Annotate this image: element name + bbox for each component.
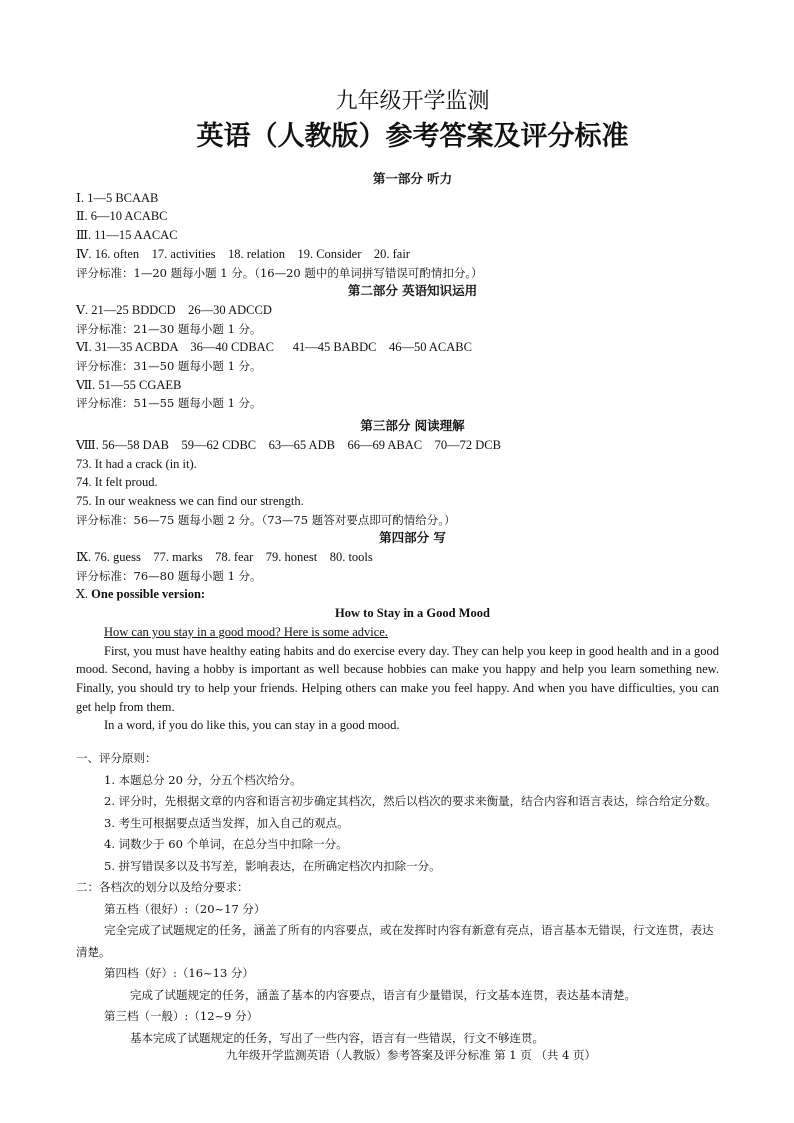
rules-heading-1: 一、评分原则： (76, 751, 157, 766)
document-title: 英语（人教版）参考答案及评分标准 (196, 121, 629, 152)
scoring-standard-part1: 评分标准：1—20 题每小题 1 分。（16—20 题中的单词拼写错误可酌情扣分。） (76, 265, 483, 280)
answer-line-vi: Ⅵ. 31—35 ACBDA 36—40 CDBAC 41—45 BABDC 46—50 ACABC (76, 340, 472, 355)
scoring-rules (76, 748, 719, 1049)
level-3-description: 基本完成了试题规定的任务，写出了一些内容，语言有一些错误，行文不够连贯。 (130, 1030, 544, 1045)
sample-version-label: One possible version: (91, 587, 206, 602)
exam-title: 九年级开学监测 (335, 88, 490, 113)
part4-heading: 第四部分 写 (379, 530, 446, 546)
rule-item: 2. 评分时，先根据文章的内容和语言初步确定其档次，然后以档次的要求来衡量，结合内容和语言表达，综合给定分数。 (104, 794, 717, 809)
part1-heading: 第一部分 听力 (372, 171, 453, 186)
answer-line-i: Ⅰ. 1—5 BCAAB (76, 190, 159, 205)
answer-line-iii: Ⅲ. 11—15 AACAC (76, 228, 178, 243)
level-5-name: 第五档（很好）:（20~17 分） (104, 901, 266, 916)
section-x-label (76, 585, 719, 604)
essay-lead-text: How can you stay in a good mood? Here is some advice. (104, 624, 388, 639)
level-4-name: 第四档（好）:（16~13 分） (104, 966, 254, 981)
answer-line-v: Ⅴ. 21—25 BDDCD 26—30 ADCCD (76, 302, 272, 317)
essay-lead (76, 623, 719, 642)
answer-line-iv: Ⅳ. 16. often 17. activities 18. relation 19. Consider 20. fair (76, 246, 410, 261)
scoring-standard-ix: 评分标准：76—80 题每小题 1 分。 (76, 568, 262, 583)
short-answer-75: 75. In our weakness we can find our strength. (76, 493, 304, 508)
section-x-numeral: Ⅹ. (76, 587, 92, 602)
answer-line-ix: Ⅸ. 76. guess 77. marks 78. fear 79. honest 80. tools (76, 550, 373, 565)
short-answer-74: 74. It felt proud. (76, 475, 158, 490)
answer-line-ii: Ⅱ. 6—10 ACABC (76, 209, 168, 224)
scoring-standard-vi: 评分标准：31—50 题每小题 1 分。 (76, 359, 262, 374)
scoring-standard-v: 评分标准：21—30 题每小题 1 分。 (76, 321, 262, 336)
answer-line-viii: Ⅷ. 56—58 DAB 59—62 CDBC 63—65 ADB 66—69 ABAC 70—72 DCB (76, 437, 501, 452)
page-footer: 九年级开学监测英语（人教版）参考答案及评分标准 第 1 页 （共 4 页） (225, 1048, 597, 1062)
level-3-name: 第三档（一般）:（12~9 分） (104, 1009, 259, 1024)
essay-paragraph-2: In a word, if you do like this, you can stay in a good mood. (104, 718, 400, 733)
level-5-description: 完全完成了试题规定的任务，涵盖了所有的内容要点，或在发挥时内容有新意有亮点，语言基本无错误，行文连贯，表达清楚。 (76, 923, 714, 959)
rules-heading-2: 二：各档次的划分以及给分要求： (76, 880, 249, 895)
answer-line-vii: Ⅶ. 51—55 CGAEB (76, 377, 182, 392)
rule-item: 5. 拼写错误多以及书写差，影响表达，在所确定档次内扣除一分。 (104, 858, 441, 873)
essay-title: How to Stay in a Good Mood (335, 606, 490, 621)
part2-heading: 第二部分 英语知识运用 (347, 283, 478, 299)
scoring-standard-part3: 评分标准：56—75 题每小题 2 分。（73—75 题答对要点即可酌情给分。） (76, 512, 456, 527)
level-4-description: 完成了试题规定的任务，涵盖了基本的内容要点，语言有少量错误，行文基本连贯，表达基本清楚。 (130, 987, 636, 1002)
short-answer-73: 73. It had a crack (in it). (76, 456, 197, 471)
rule-item: 1. 本题总分 20 分，分五个档次给分。 (104, 772, 302, 787)
rule-item: 4. 词数少于 60 个单词，在总分当中扣除一分。 (104, 837, 348, 852)
essay-paragraph-1: First, you must have healthy eating habits and do exercise every day. They can help you keep in good health and in a good mood. Second, having a hobby is important as well because hobbies can make you happy and help you learn something new. Finally, you should try to help your friends. Helping others can make you feel happy. And when you have difficulties, you can get help from them. (76, 643, 719, 714)
part3-heading: 第三部分 阅读理解 (360, 418, 465, 434)
scoring-standard-vii: 评分标准：51—55 题每小题 1 分。 (76, 396, 262, 411)
rule-item: 3. 考生可根据要点适当发挥，加入自己的观点。 (104, 815, 349, 830)
